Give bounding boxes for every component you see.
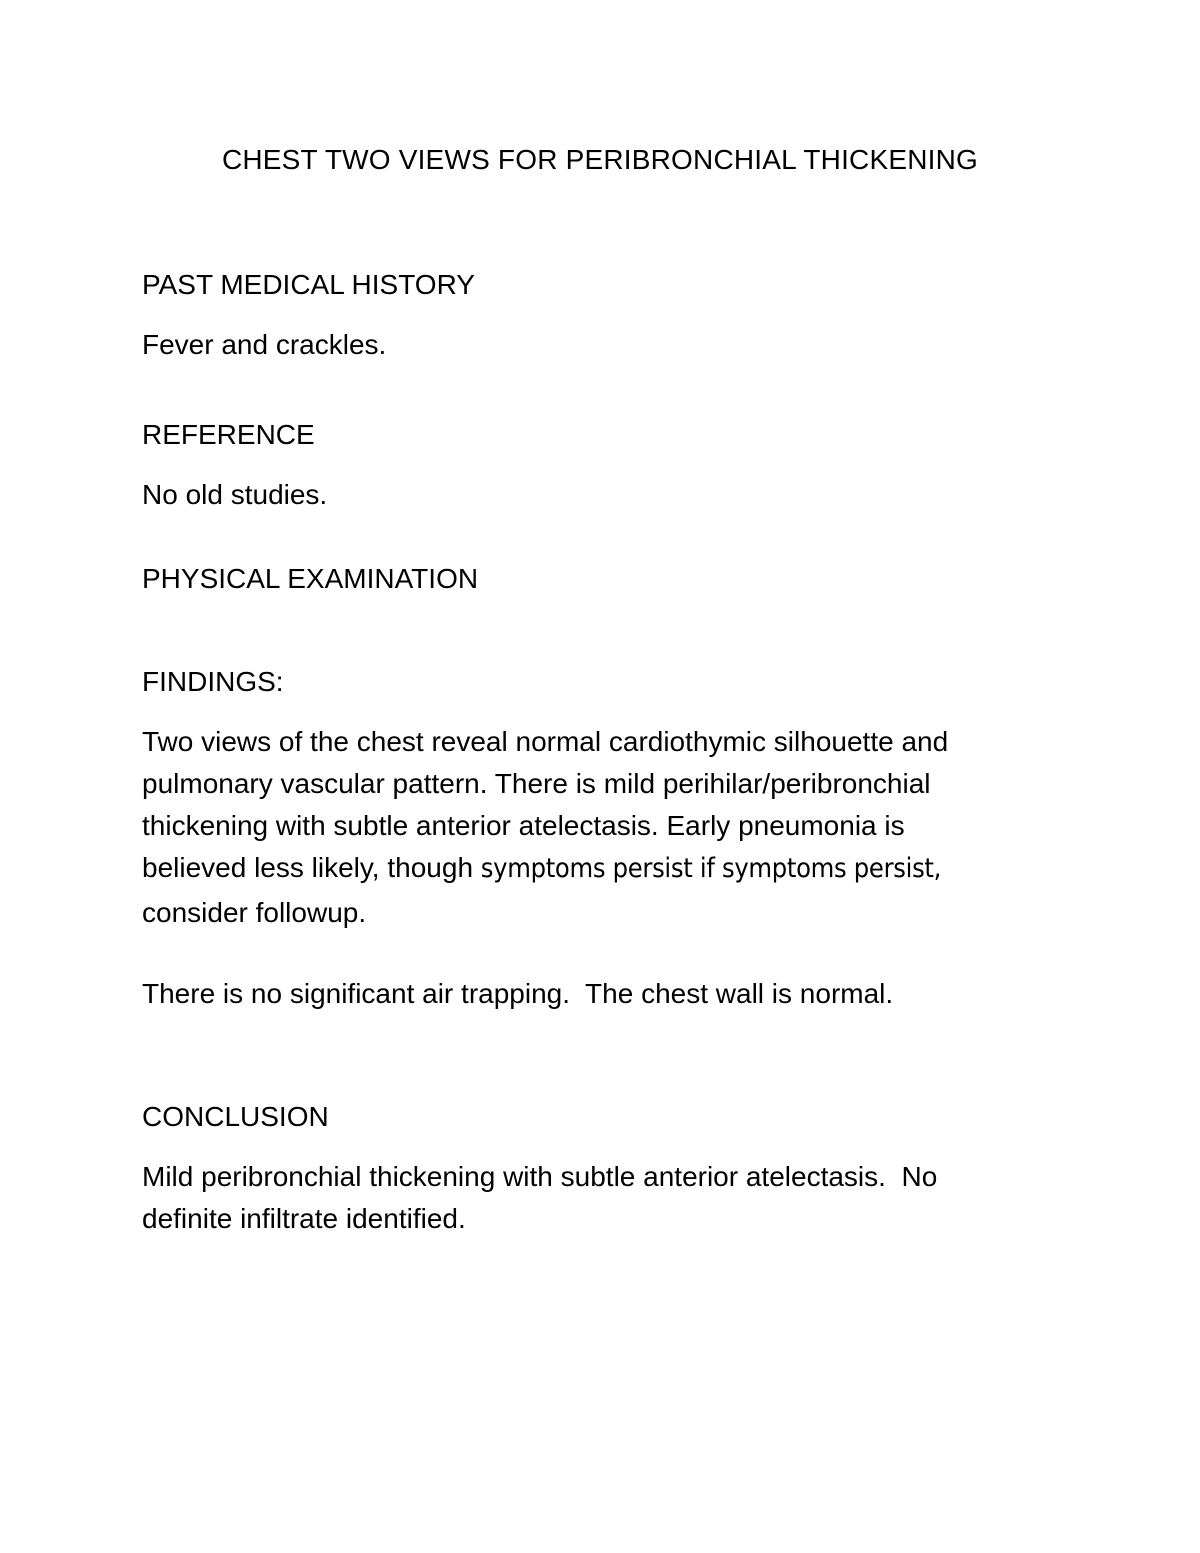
reference-heading: REFERENCE [142,419,315,450]
conclusion-heading: CONCLUSION [142,1101,329,1132]
reference-text: No old studies. [142,479,328,510]
findings-line [142,847,1082,890]
history-heading: PAST MEDICAL HISTORY [142,269,475,300]
findings-paragraph-2: There is no significant air trapping. The chest wall is normal. [142,978,894,1009]
conclusion-line: definite infiltrate identified. [142,1203,466,1234]
conclusion-line: Mild peribronchial thickening with subtle anterior atelectasis. No [142,1161,938,1192]
page-title: CHEST TWO VIEWS FOR PERIBRONCHIAL THICKENING [221,144,979,175]
findings-paragraph-1 [142,721,1082,934]
exam-heading: PHYSICAL EXAMINATION [142,563,479,594]
findings-line-segment: believed less likely, though [142,852,481,883]
findings-line: thickening with subtle anterior atelectasis. Early pneumonia is [142,810,905,841]
history-text: Fever and crackles. [142,329,387,360]
findings-heading: FINDINGS: [142,666,284,697]
findings-line: Two views of the chest reveal normal cardiothymic silhouette and [142,726,949,757]
findings-line: pulmonary vascular pattern. There is mild perihilar/peribronchial [142,768,931,799]
findings-line-segment-alt-font: symptoms persist if symptoms persist, [480,853,942,884]
findings-line: consider followup. [142,897,367,928]
conclusion-paragraph [142,1156,1082,1240]
